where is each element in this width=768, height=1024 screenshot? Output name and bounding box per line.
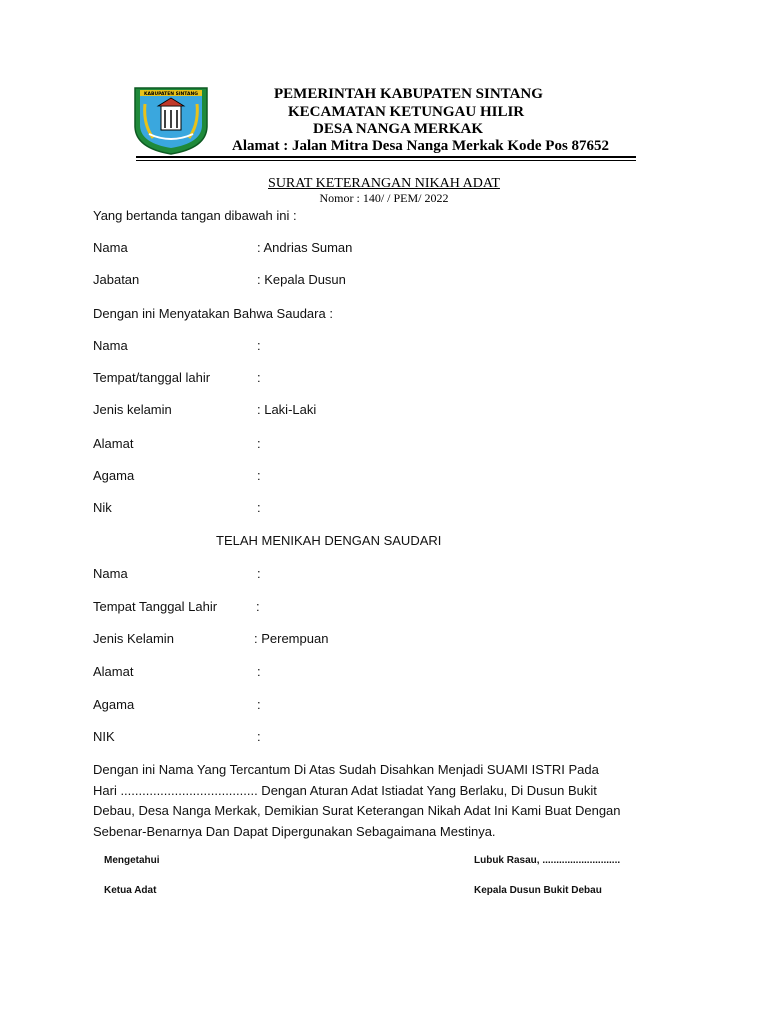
bride-name-value: : <box>257 566 261 581</box>
bride-nik-label: NIK <box>93 729 115 744</box>
bride-name-label: Nama <box>93 566 128 581</box>
hamlet-head-title: Kepala Dusun Bukit Debau <box>474 885 602 896</box>
groom-address-label: Alamat <box>93 436 134 451</box>
bride-birth-label: Tempat Tanggal Lahir <box>93 599 218 614</box>
village-name: DESA NANGA MERKAK <box>313 121 484 137</box>
closing-line: Dengan ini Nama Yang Tercantum Di Atas Sudah Disahkan Menjadi SUAMI ISTRI Pada <box>93 762 599 777</box>
intro-text: Yang bertanda tangan dibawah ini : <box>93 208 297 223</box>
statement-text: Dengan ini Menyatakan Bahwa Saudara : <box>93 306 333 321</box>
document-number: Nomor : 140/ / PEM/ 2022 <box>319 191 449 205</box>
groom-gender-value: : Laki-Laki <box>257 402 317 417</box>
header-divider-thin <box>136 160 636 161</box>
regency-emblem-icon <box>131 84 211 156</box>
groom-gender-label: Jenis kelamin <box>93 402 172 417</box>
groom-birth-label: Tempat/tanggal lahir <box>93 370 211 385</box>
customary-head-title: Ketua Adat <box>104 885 157 896</box>
header-divider <box>136 156 636 158</box>
groom-religion-value: : <box>257 468 261 483</box>
bride-gender-value: : Perempuan <box>254 631 329 646</box>
document-title: SURAT KETERANGAN NIKAH ADAT <box>268 176 500 191</box>
groom-nik-value: : <box>257 500 261 515</box>
government-name: PEMERINTAH KABUPATEN SINTANG <box>274 86 543 102</box>
bride-gender-label: Jenis Kelamin <box>93 631 174 646</box>
emblem-banner-text: KABUPATEN SINTANG <box>144 92 198 97</box>
signatory-name-value: : Andrias Suman <box>257 240 353 255</box>
closing-line: Sebenar-Benarnya Dan Dapat Dipergunakan Sebagaimana Mestinya. <box>93 823 496 839</box>
groom-religion-label: Agama <box>93 468 135 483</box>
closing-line: Debau, Desa Nanga Merkak, Demikian Surat Keterangan Nikah Adat Ini Kami Buat Dengan <box>93 803 621 818</box>
bride-birth-value: : <box>256 599 260 614</box>
bride-address-value: : <box>257 664 261 679</box>
bride-religion-label: Agama <box>93 697 135 712</box>
bride-nik-value: : <box>257 729 261 744</box>
signatory-name-label: Nama <box>93 240 128 255</box>
married-heading: TELAH MENIKAH DENGAN SAUDARI <box>216 533 442 548</box>
groom-birth-value: : <box>257 370 261 385</box>
signatory-position-value: : Kepala Dusun <box>257 272 346 287</box>
bride-address-label: Alamat <box>93 664 134 679</box>
address-line: Alamat : Jalan Mitra Desa Nanga Merkak Kode Pos 87652 <box>232 138 610 154</box>
groom-name-label: Nama <box>93 338 128 353</box>
closing-paragraph <box>93 760 673 842</box>
bride-religion-value: : <box>257 697 261 712</box>
district-name: KECAMATAN KETUNGAU HILIR <box>288 104 525 120</box>
groom-nik-label: Nik <box>93 500 112 515</box>
closing-line: Hari ...................................... Dengan Aturan Adat Istiadat Yang Berlaku, Di Dusun Bukit <box>93 782 597 798</box>
place-date-line: Lubuk Rasau, ............................ <box>474 855 621 866</box>
signatory-position-label: Jabatan <box>93 272 140 287</box>
groom-name-value: : <box>257 338 261 353</box>
groom-address-value: : <box>257 436 261 451</box>
acknowledged-label: Mengetahui <box>104 855 160 866</box>
